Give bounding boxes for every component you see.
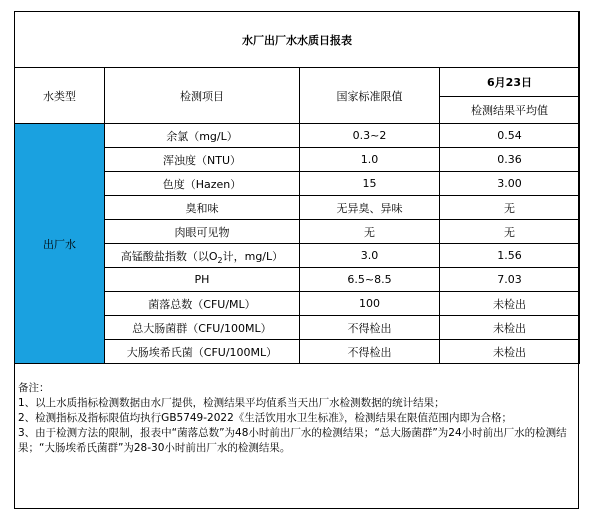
limit-cell: 无 [300, 220, 440, 244]
notes-heading: 备注： [18, 382, 50, 394]
item-text-post: 计，mg/L） [222, 249, 284, 263]
item-cell: 色度（Hazen） [105, 172, 300, 196]
notes-section [18, 381, 574, 456]
item-cell: 总大肠菌群（CFU/100ML） [105, 316, 300, 340]
limit-cell: 100 [300, 292, 440, 316]
item-cell: 肉眼可见物 [105, 220, 300, 244]
note-line: 2、检测指标及指标限值均执行GB5749-2022《生活饮用水卫生标准》，检测结果在限值范围内即为合格； [18, 412, 513, 424]
result-cell: 未检出 [440, 340, 580, 364]
limit-cell: 不得检出 [300, 340, 440, 364]
limit-cell: 15 [300, 172, 440, 196]
item-text-pre: 高锰酸盐指数（以O [120, 249, 218, 263]
report-table [14, 11, 580, 364]
header-item: 检测项目 [105, 68, 300, 124]
item-cell: 浑浊度（NTU） [105, 148, 300, 172]
table-row [15, 124, 580, 148]
limit-cell: 6.5~8.5 [300, 268, 440, 292]
item-cell [105, 244, 300, 268]
result-cell: 0.36 [440, 148, 580, 172]
note-line: 1、以上水质指标检测数据由水厂提供，检测结果平均值系当天出厂水检测数据的统计结果； [18, 397, 445, 409]
item-cell: 余氯（mg/L） [105, 124, 300, 148]
header-limit: 国家标准限值 [300, 68, 440, 124]
limit-cell: 不得检出 [300, 316, 440, 340]
result-cell: 1.56 [440, 244, 580, 268]
item-cell: 臭和味 [105, 196, 300, 220]
note-line: 3、由于检测方法的限制，报表中“菌落总数”为48小时前出厂水的检测结果；“总大肠菌群”为24小时前出厂水的检测结果；“大肠埃希氏菌群”为28-30小时前出厂水的检测结果。 [18, 427, 567, 454]
result-cell: 未检出 [440, 292, 580, 316]
report-title: 水厂出厂水水质日报表 [15, 12, 580, 68]
header-date: 6月23日 [440, 68, 580, 97]
limit-cell: 1.0 [300, 148, 440, 172]
result-cell: 3.00 [440, 172, 580, 196]
limit-cell: 3.0 [300, 244, 440, 268]
limit-cell: 无异臭、异味 [300, 196, 440, 220]
water-quality-report [14, 11, 579, 509]
header-water-type: 水类型 [15, 68, 105, 124]
item-cell: PH [105, 268, 300, 292]
result-cell: 0.54 [440, 124, 580, 148]
limit-cell: 0.3~2 [300, 124, 440, 148]
result-cell: 无 [440, 220, 580, 244]
item-subscript: 2 [217, 255, 223, 265]
result-cell: 未检出 [440, 316, 580, 340]
water-type-cell: 出厂水 [15, 124, 105, 364]
result-cell: 7.03 [440, 268, 580, 292]
header-result: 检测结果平均值 [440, 97, 580, 124]
item-cell: 菌落总数（CFU/ML） [105, 292, 300, 316]
item-cell: 大肠埃希氏菌（CFU/100ML） [105, 340, 300, 364]
result-cell: 无 [440, 196, 580, 220]
